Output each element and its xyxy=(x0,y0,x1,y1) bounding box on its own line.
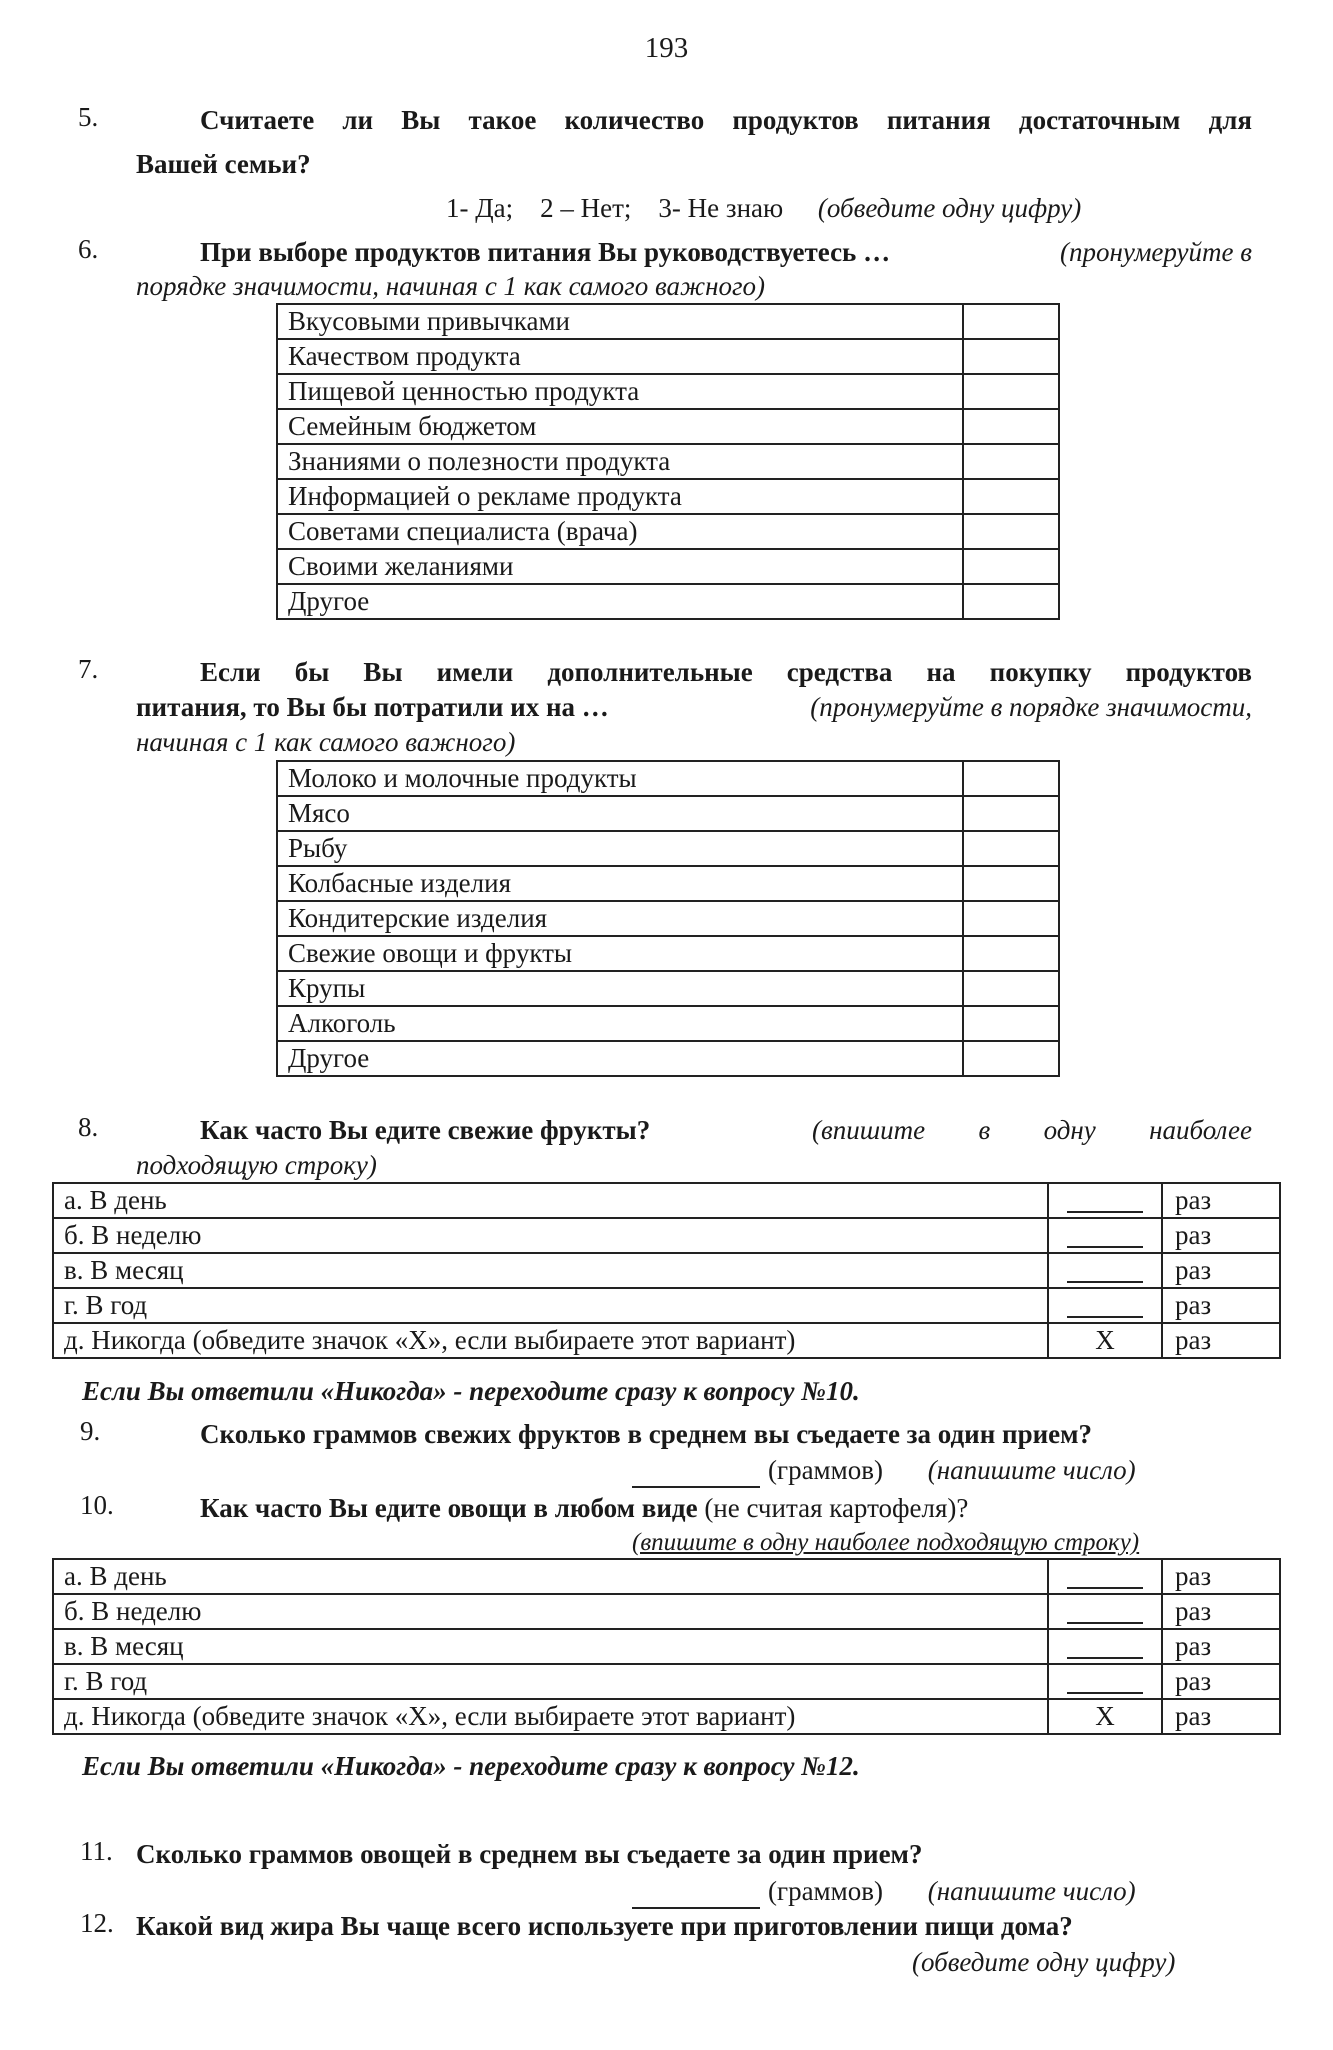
unit-label: раз xyxy=(1162,1253,1280,1288)
ranking-option-label: Советами специалиста (врача) xyxy=(277,514,963,549)
question-number: 6. xyxy=(78,234,99,264)
frequency-row xyxy=(53,1288,1280,1323)
question-title: Какой вид жира Вы чаще всего используете при приготовлении пищи дома? xyxy=(136,1911,1073,1941)
ranking-table xyxy=(276,303,1060,620)
instruction-cont: порядке значимости, начиная с 1 как самого важного) xyxy=(136,271,766,301)
answer-blank-line xyxy=(1067,1316,1143,1318)
ranking-row xyxy=(277,1006,1059,1041)
question-title: Сколько граммов свежих фруктов в среднем вы съедаете за один прием? xyxy=(200,1419,1093,1449)
rank-input-cell[interactable] xyxy=(963,866,1059,901)
rank-input-cell[interactable] xyxy=(963,479,1059,514)
ranking-option-label: Кондитерские изделия xyxy=(277,901,963,936)
frequency-row xyxy=(53,1183,1280,1218)
question-number: 8. xyxy=(78,1112,99,1142)
ranking-option-label: Крупы xyxy=(277,971,963,1006)
unit-label: раз xyxy=(1162,1288,1280,1323)
frequency-row xyxy=(53,1253,1280,1288)
ranking-option-label: Мясо xyxy=(277,796,963,831)
ranking-row xyxy=(277,374,1059,409)
ranking-option-label: Рыбу xyxy=(277,831,963,866)
question-number: 12. xyxy=(80,1908,114,1938)
x-mark[interactable]: Х xyxy=(1095,1325,1115,1355)
question-title: Считаете ли Вы такое количество продуктов питания достаточным для xyxy=(200,105,1252,135)
ranking-row xyxy=(277,831,1059,866)
ranking-row xyxy=(277,936,1059,971)
unit-label: раз xyxy=(1162,1629,1280,1664)
ranking-option-label: Свежие овощи и фрукты xyxy=(277,936,963,971)
rank-input-cell[interactable] xyxy=(963,409,1059,444)
answer-blank-line xyxy=(1067,1211,1143,1213)
rank-input-cell[interactable] xyxy=(963,549,1059,584)
rank-input-cell[interactable] xyxy=(963,1006,1059,1041)
question-title: Как часто Вы едите овощи в любом виде xyxy=(200,1493,698,1523)
frequency-option-label: д. Никогда (обведите значок «Х», если выбираете этот вариант) xyxy=(53,1323,1048,1358)
ranking-option-label: Качеством продукта xyxy=(277,339,963,374)
rank-input-cell[interactable] xyxy=(963,339,1059,374)
answer-blank[interactable] xyxy=(632,1460,760,1488)
frequency-option-label: г. В год xyxy=(53,1288,1048,1323)
frequency-option-label: б. В неделю xyxy=(53,1218,1048,1253)
frequency-option-label: в. В месяц xyxy=(53,1253,1048,1288)
ranking-row xyxy=(277,479,1059,514)
rank-input-cell[interactable] xyxy=(963,831,1059,866)
question-title-cont: питания, то Вы бы потратили их на … xyxy=(136,692,609,722)
unit-label: раз xyxy=(1162,1559,1280,1594)
count-input-cell[interactable] xyxy=(1048,1664,1162,1699)
ranking-option-label: Семейным бюджетом xyxy=(277,409,963,444)
ranking-row xyxy=(277,409,1059,444)
frequency-option-label: а. В день xyxy=(53,1559,1048,1594)
instruction: (напишите число) xyxy=(927,1876,1136,1906)
rank-input-cell[interactable] xyxy=(963,444,1059,479)
unit-label: (граммов) xyxy=(768,1455,883,1485)
count-input-cell[interactable] xyxy=(1048,1288,1162,1323)
rank-input-cell[interactable] xyxy=(963,584,1059,619)
ranking-option-label: Пищевой ценностью продукта xyxy=(277,374,963,409)
instruction: (обведите одну цифру) xyxy=(817,193,1082,223)
rank-input-cell[interactable] xyxy=(963,901,1059,936)
question-number: 11. xyxy=(80,1836,113,1866)
answer-blank-line xyxy=(1067,1622,1143,1624)
frequency-row xyxy=(53,1594,1280,1629)
rank-input-cell[interactable] xyxy=(963,304,1059,339)
answer-blank-line xyxy=(1067,1657,1143,1659)
ranking-row xyxy=(277,584,1059,619)
x-mark[interactable]: Х xyxy=(1095,1701,1115,1731)
instruction: (пронумеруйте в xyxy=(1060,237,1252,267)
ranking-row xyxy=(277,304,1059,339)
ranking-option-label: Информацией о рекламе продукта xyxy=(277,479,963,514)
page-number: 193 xyxy=(644,32,689,64)
unit-label: раз xyxy=(1162,1594,1280,1629)
rank-input-cell[interactable] xyxy=(963,796,1059,831)
answer-blank-line xyxy=(1067,1587,1143,1589)
question-title: При выборе продуктов питания Вы руководствуетесь … xyxy=(200,237,891,267)
question-number: 9. xyxy=(80,1416,101,1446)
rank-input-cell[interactable] xyxy=(963,761,1059,796)
count-input-cell[interactable] xyxy=(1048,1253,1162,1288)
ranking-row xyxy=(277,549,1059,584)
unit-label: (граммов) xyxy=(768,1876,883,1906)
ranking-row xyxy=(277,866,1059,901)
question-title-suffix: (не считая картофеля)? xyxy=(704,1493,969,1523)
ranking-row xyxy=(277,796,1059,831)
question-number: 7. xyxy=(78,654,99,684)
frequency-row xyxy=(53,1218,1280,1253)
count-input-cell[interactable] xyxy=(1048,1594,1162,1629)
answer-blank-line xyxy=(1067,1692,1143,1694)
ranking-option-label: Своими желаниями xyxy=(277,549,963,584)
rank-input-cell[interactable] xyxy=(963,514,1059,549)
never-x-mark-cell[interactable] xyxy=(1048,1323,1162,1358)
unit-label: раз xyxy=(1162,1323,1280,1358)
rank-input-cell[interactable] xyxy=(963,936,1059,971)
question-title: Если бы Вы имели дополнительные средства на покупку продуктов xyxy=(200,657,1252,687)
ranking-option-label: Вкусовыми привычками xyxy=(277,304,963,339)
instruction-cont: подходящую строку) xyxy=(136,1150,377,1180)
ranking-row xyxy=(277,1041,1059,1076)
ranking-row xyxy=(277,514,1059,549)
answer-options[interactable]: 1- Да; 2 – Нет; 3- Не знаю xyxy=(446,193,784,223)
frequency-option-label: в. В месяц xyxy=(53,1629,1048,1664)
count-input-cell[interactable] xyxy=(1048,1183,1162,1218)
frequency-table xyxy=(52,1182,1281,1359)
skip-note: Если Вы ответили «Никогда» - переходите сразу к вопросу №10. xyxy=(82,1376,860,1406)
question-title: Сколько граммов овощей в среднем вы съедаете за один прием? xyxy=(136,1839,923,1869)
frequency-option-label: д. Никогда (обведите значок «Х», если выбираете этот вариант) xyxy=(53,1699,1048,1734)
instruction: (обведите одну цифру) xyxy=(912,1947,1176,1977)
ranking-option-label: Другое xyxy=(277,1041,963,1076)
frequency-option-label: г. В год xyxy=(53,1664,1048,1699)
frequency-row xyxy=(53,1559,1280,1594)
frequency-row xyxy=(53,1699,1280,1734)
instruction: (впишите в одну наиболее xyxy=(812,1115,1252,1145)
frequency-row xyxy=(53,1323,1280,1358)
ranking-row xyxy=(277,971,1059,1006)
rank-input-cell[interactable] xyxy=(963,1041,1059,1076)
rank-input-cell[interactable] xyxy=(963,971,1059,1006)
ranking-row xyxy=(277,761,1059,796)
ranking-option-label: Другое xyxy=(277,584,963,619)
unit-label: раз xyxy=(1162,1664,1280,1699)
instruction: (пронумеруйте в порядке значимости, xyxy=(810,692,1252,722)
frequency-row xyxy=(53,1629,1280,1664)
frequency-table xyxy=(52,1558,1281,1735)
answer-blank-line xyxy=(1067,1246,1143,1248)
frequency-row xyxy=(53,1664,1280,1699)
instruction: (напишите число) xyxy=(927,1455,1136,1485)
answer-blank[interactable] xyxy=(632,1881,760,1909)
count-input-cell[interactable] xyxy=(1048,1218,1162,1253)
frequency-option-label: а. В день xyxy=(53,1183,1048,1218)
unit-label: раз xyxy=(1162,1183,1280,1218)
ranking-option-label: Алкоголь xyxy=(277,1006,963,1041)
question-title-cont: Вашей семьи? xyxy=(136,149,311,179)
answer-blank-line xyxy=(1067,1281,1143,1283)
skip-note: Если Вы ответили «Никогда» - переходите сразу к вопросу №12. xyxy=(82,1751,860,1781)
ranking-table xyxy=(276,760,1060,1077)
ranking-row xyxy=(277,444,1059,479)
ranking-option-label: Молоко и молочные продукты xyxy=(277,761,963,796)
count-input-cell[interactable] xyxy=(1048,1559,1162,1594)
unit-label: раз xyxy=(1162,1218,1280,1253)
rank-input-cell[interactable] xyxy=(963,374,1059,409)
ranking-option-label: Колбасные изделия xyxy=(277,866,963,901)
frequency-option-label: б. В неделю xyxy=(53,1594,1048,1629)
count-input-cell[interactable] xyxy=(1048,1629,1162,1664)
question-title: Как часто Вы едите свежие фрукты? xyxy=(200,1115,651,1145)
ranking-row xyxy=(277,339,1059,374)
ranking-option-label: Знаниями о полезности продукта xyxy=(277,444,963,479)
instruction-cont: начиная с 1 как самого важного) xyxy=(136,727,516,757)
never-x-mark-cell[interactable] xyxy=(1048,1699,1162,1734)
unit-label: раз xyxy=(1162,1699,1280,1734)
instruction: (впишите в одну наиболее подходящую строку) xyxy=(632,1529,1140,1556)
ranking-row xyxy=(277,901,1059,936)
question-number: 10. xyxy=(80,1490,114,1520)
question-number: 5. xyxy=(78,102,99,132)
